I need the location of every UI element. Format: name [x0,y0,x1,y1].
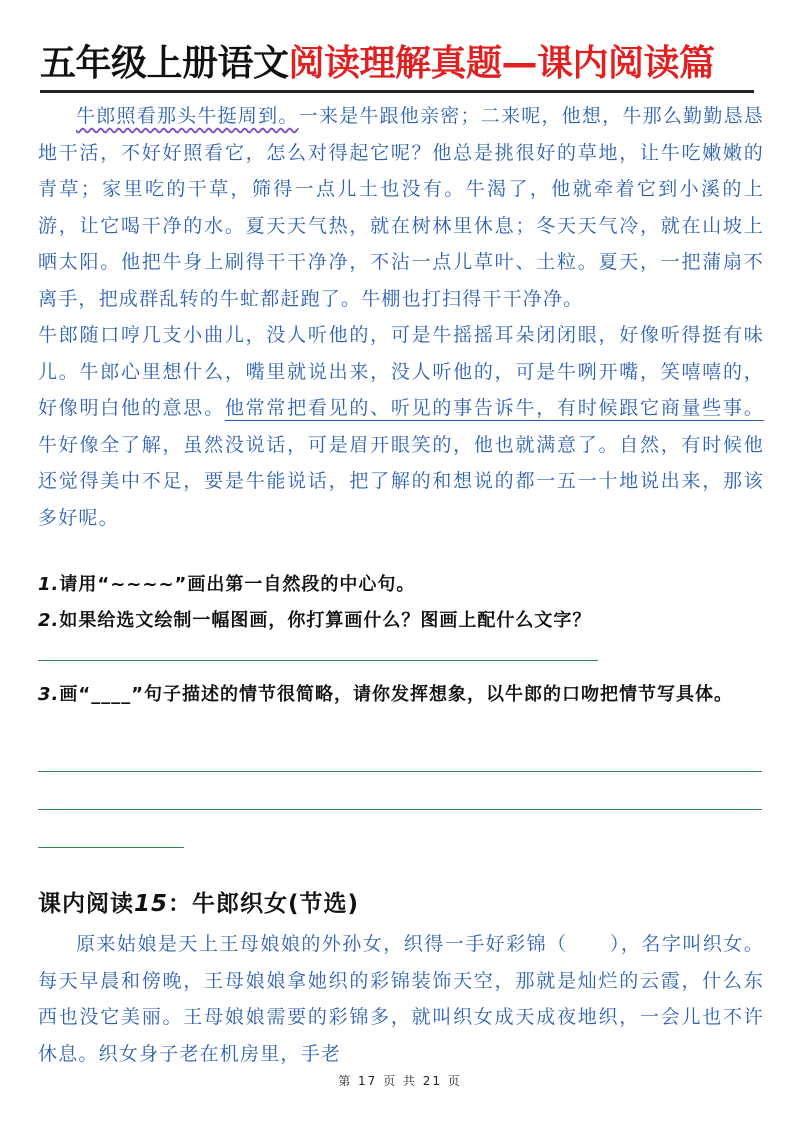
question-3-number: 3. [38,684,60,705]
passage-15-paragraph [38,926,764,1072]
passage-15 [38,926,764,1072]
section-heading-number: 15 [134,891,169,917]
question-2-number: 2. [38,610,60,631]
underlined-sentence: 他常常把看见的、听见的事告诉牛，有时候跟它商量些事。 [224,397,764,419]
passage-15-text-b: ），名字叫织女。每天早晨和傍晚，王母娘娘拿她织的彩锦装饰天空，那就是灿烂的云霞，什么东西也没它美丽。王母娘娘需要的彩锦多，就叫织女成天成夜地织，一会儿也不许休息。织女身子老在机房里，手老 [38,933,764,1065]
question-3-text: 画“____”句子描述的情节很简略，请你发挥想象，以牛郎的口吻把情节写具体。 [59,684,734,705]
title-grade: 五年级上册语文 [40,43,289,84]
section-heading-label: 课内阅读 [38,891,134,917]
passage-paragraph-2 [38,317,764,536]
page-title [40,38,770,90]
passage-15-text-a: 原来姑娘是天上王母娘娘的外孙女，织得一手好彩锦（ [76,933,568,955]
question-2-text: 如果给选文绘制一幅图画，你打算画什么？图画上配什么文字？ [59,610,592,631]
central-sentence: 牛郎照看那头牛挺周到。 [76,105,299,127]
question-3 [38,677,764,713]
title-underline [40,90,754,93]
question-1-text: 请用“~~~~”画出第一自然段的中心句。 [59,574,416,595]
passage-14 [38,98,764,536]
passage-paragraph-1 [38,98,764,317]
section-heading-title: ：牛郎织女(节选) [168,891,360,917]
title-topic: 阅读理解真题—课内阅读篇 [288,43,715,84]
question-2 [38,603,764,639]
question-1-number: 1. [38,574,60,595]
answer-line-q2[interactable] [38,660,598,661]
paragraph-2-text-b: 牛好像全了解，虽然没说话，可是眉开眼笑的，他也就满意了。自然，有时候他还觉得美中不足，要是牛能说话，把了解的和想说的都一五一十地说出来，那该多好呢。 [38,433,764,529]
answer-line-q3-2[interactable] [38,809,762,810]
page-footer: 第 17 页 共 21 页 [338,1074,462,1088]
paragraph-1-text: 一来是牛跟他亲密；二来呢，他想，牛那么勤勤恳恳地干活，不好好照看它，怎么对得起它呢？他总是挑很好的草地，让牛吃嫩嫩的青草；家里吃的干草，筛得一点儿土也没有。牛渴了，他就牵着它到小溪的上游，让它喝干净的水。夏天天气热，就在树林里休息；冬天天气冷，就在山坡上晒太阳。他把牛身上刷得干干净净，不沾一点儿草叶、土粒。夏天，一把蒲扇不离手，把成群乱转的牛虻都赶跑了。牛棚也打扫得干干净净。 [38,105,765,310]
answer-line-q3-1[interactable] [38,771,762,772]
section-15-heading [38,884,359,924]
question-1 [38,567,764,603]
answer-line-q3-3[interactable] [38,847,184,848]
paragraph-2-text-a: 牛郎随口哼几支小曲儿，没人听他的，可是牛摇摇耳朵闭闭眼，好像听得挺有味儿。牛郎心里想什么，嘴里就说出来，没人听他的，可是牛咧开嘴，笑嘻嘻的，好像明白他的意思。 [38,324,764,419]
